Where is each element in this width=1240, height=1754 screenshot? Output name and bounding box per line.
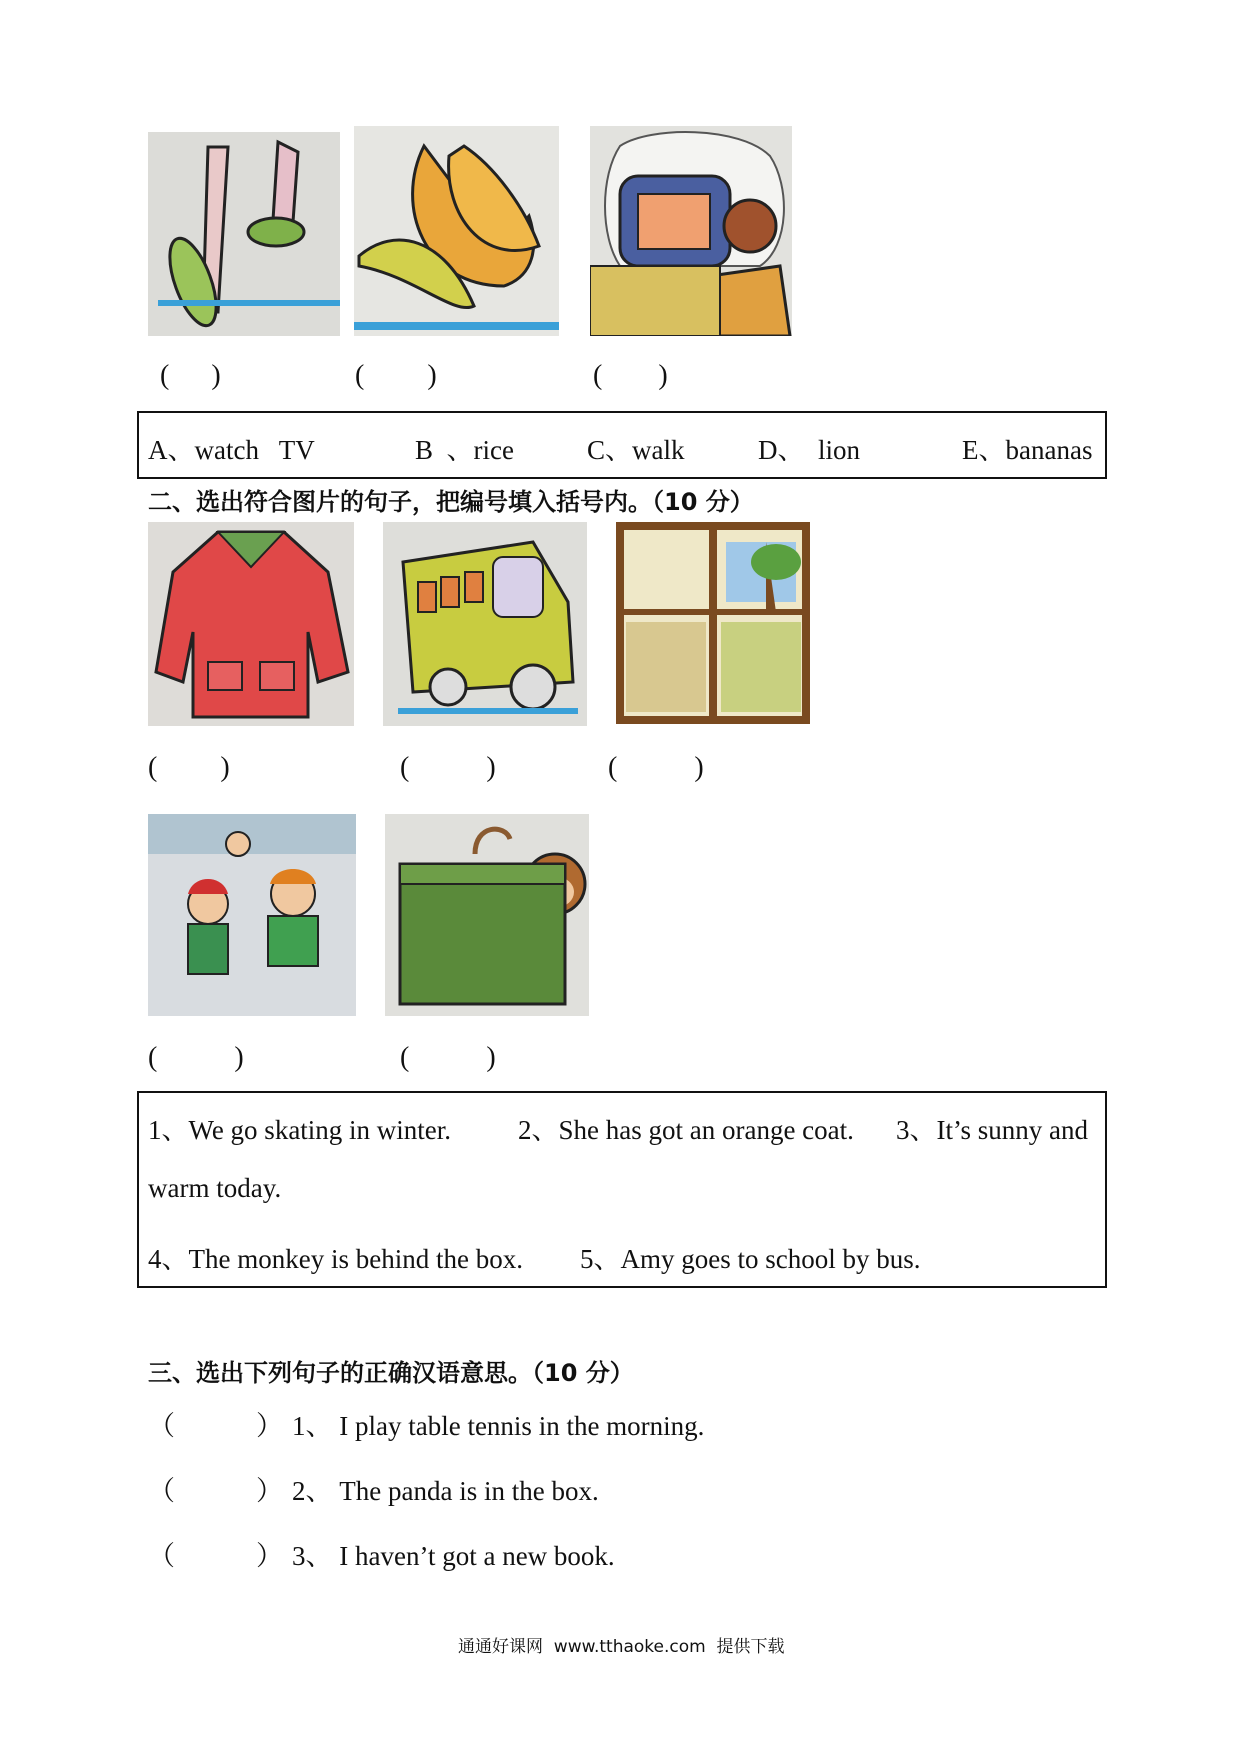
page-footer: 通通好课网 www.tthaoke.com 提供下载 [458, 1637, 785, 1657]
answer-blank[interactable]: ( ) [400, 1042, 496, 1073]
answer-blank[interactable]: ( ) [148, 1042, 244, 1073]
skating-picture [148, 814, 356, 1016]
section-heading: 二、选出符合图片的句子，把编号填入括号内。（10 分） [148, 488, 754, 516]
question-2-blank[interactable]: （ ） [148, 1476, 283, 1506]
question-3-blank[interactable]: （ ） [148, 1541, 283, 1571]
option-b: B 、rice [415, 435, 514, 465]
watch-tv-illustration [590, 126, 792, 336]
walk-illustration [148, 132, 340, 336]
skating-illustration [148, 814, 356, 1016]
question-3-text: 3、 I haven’t got a new book. [292, 1541, 615, 1571]
answer-blank[interactable]: ( ) [400, 752, 496, 783]
section-heading: 三、选出下列句子的正确汉语意思。（10 分） [148, 1359, 634, 1387]
monkey-box-picture [385, 814, 589, 1016]
sentence-1: 1、We go skating in winter. [148, 1115, 452, 1145]
question-1-text: 1、 I play table tennis in the morning. [292, 1411, 705, 1441]
bus-illustration [383, 522, 587, 726]
answer-blank[interactable]: ( ) [160, 360, 221, 391]
bananas-illustration [354, 126, 559, 336]
sentence-5: 5、Amy goes to school by bus. [580, 1244, 921, 1274]
coat-illustration [148, 522, 354, 726]
window-illustration [616, 522, 810, 724]
question-2-text: 2、 The panda is in the box. [292, 1476, 599, 1506]
window-picture [616, 522, 810, 724]
bus-picture [383, 522, 587, 726]
option-a: A、watch TV [148, 435, 315, 465]
option-d: D、 lion [758, 435, 861, 465]
option-e: E、bananas [962, 435, 1093, 465]
sentence-3-continued: warm today. [148, 1173, 282, 1203]
monkey-box-illustration [385, 814, 589, 1016]
answer-blank[interactable]: ( ) [608, 752, 704, 783]
watch-tv-picture [590, 126, 792, 336]
bananas-picture [354, 126, 559, 336]
walk-picture [148, 132, 340, 336]
coat-picture [148, 522, 354, 726]
sentence-3: 3、It’s sunny and [896, 1115, 1088, 1145]
answer-blank[interactable]: ( ) [593, 360, 668, 391]
answer-blank[interactable]: ( ) [355, 360, 437, 391]
answer-blank[interactable]: ( ) [148, 752, 230, 783]
option-c: C、walk [587, 435, 685, 465]
sentence-4: 4、The monkey is behind the box. [148, 1244, 523, 1274]
question-1-blank[interactable]: （ ） [148, 1411, 283, 1441]
sentence-2: 2、She has got an orange coat. [518, 1115, 854, 1145]
